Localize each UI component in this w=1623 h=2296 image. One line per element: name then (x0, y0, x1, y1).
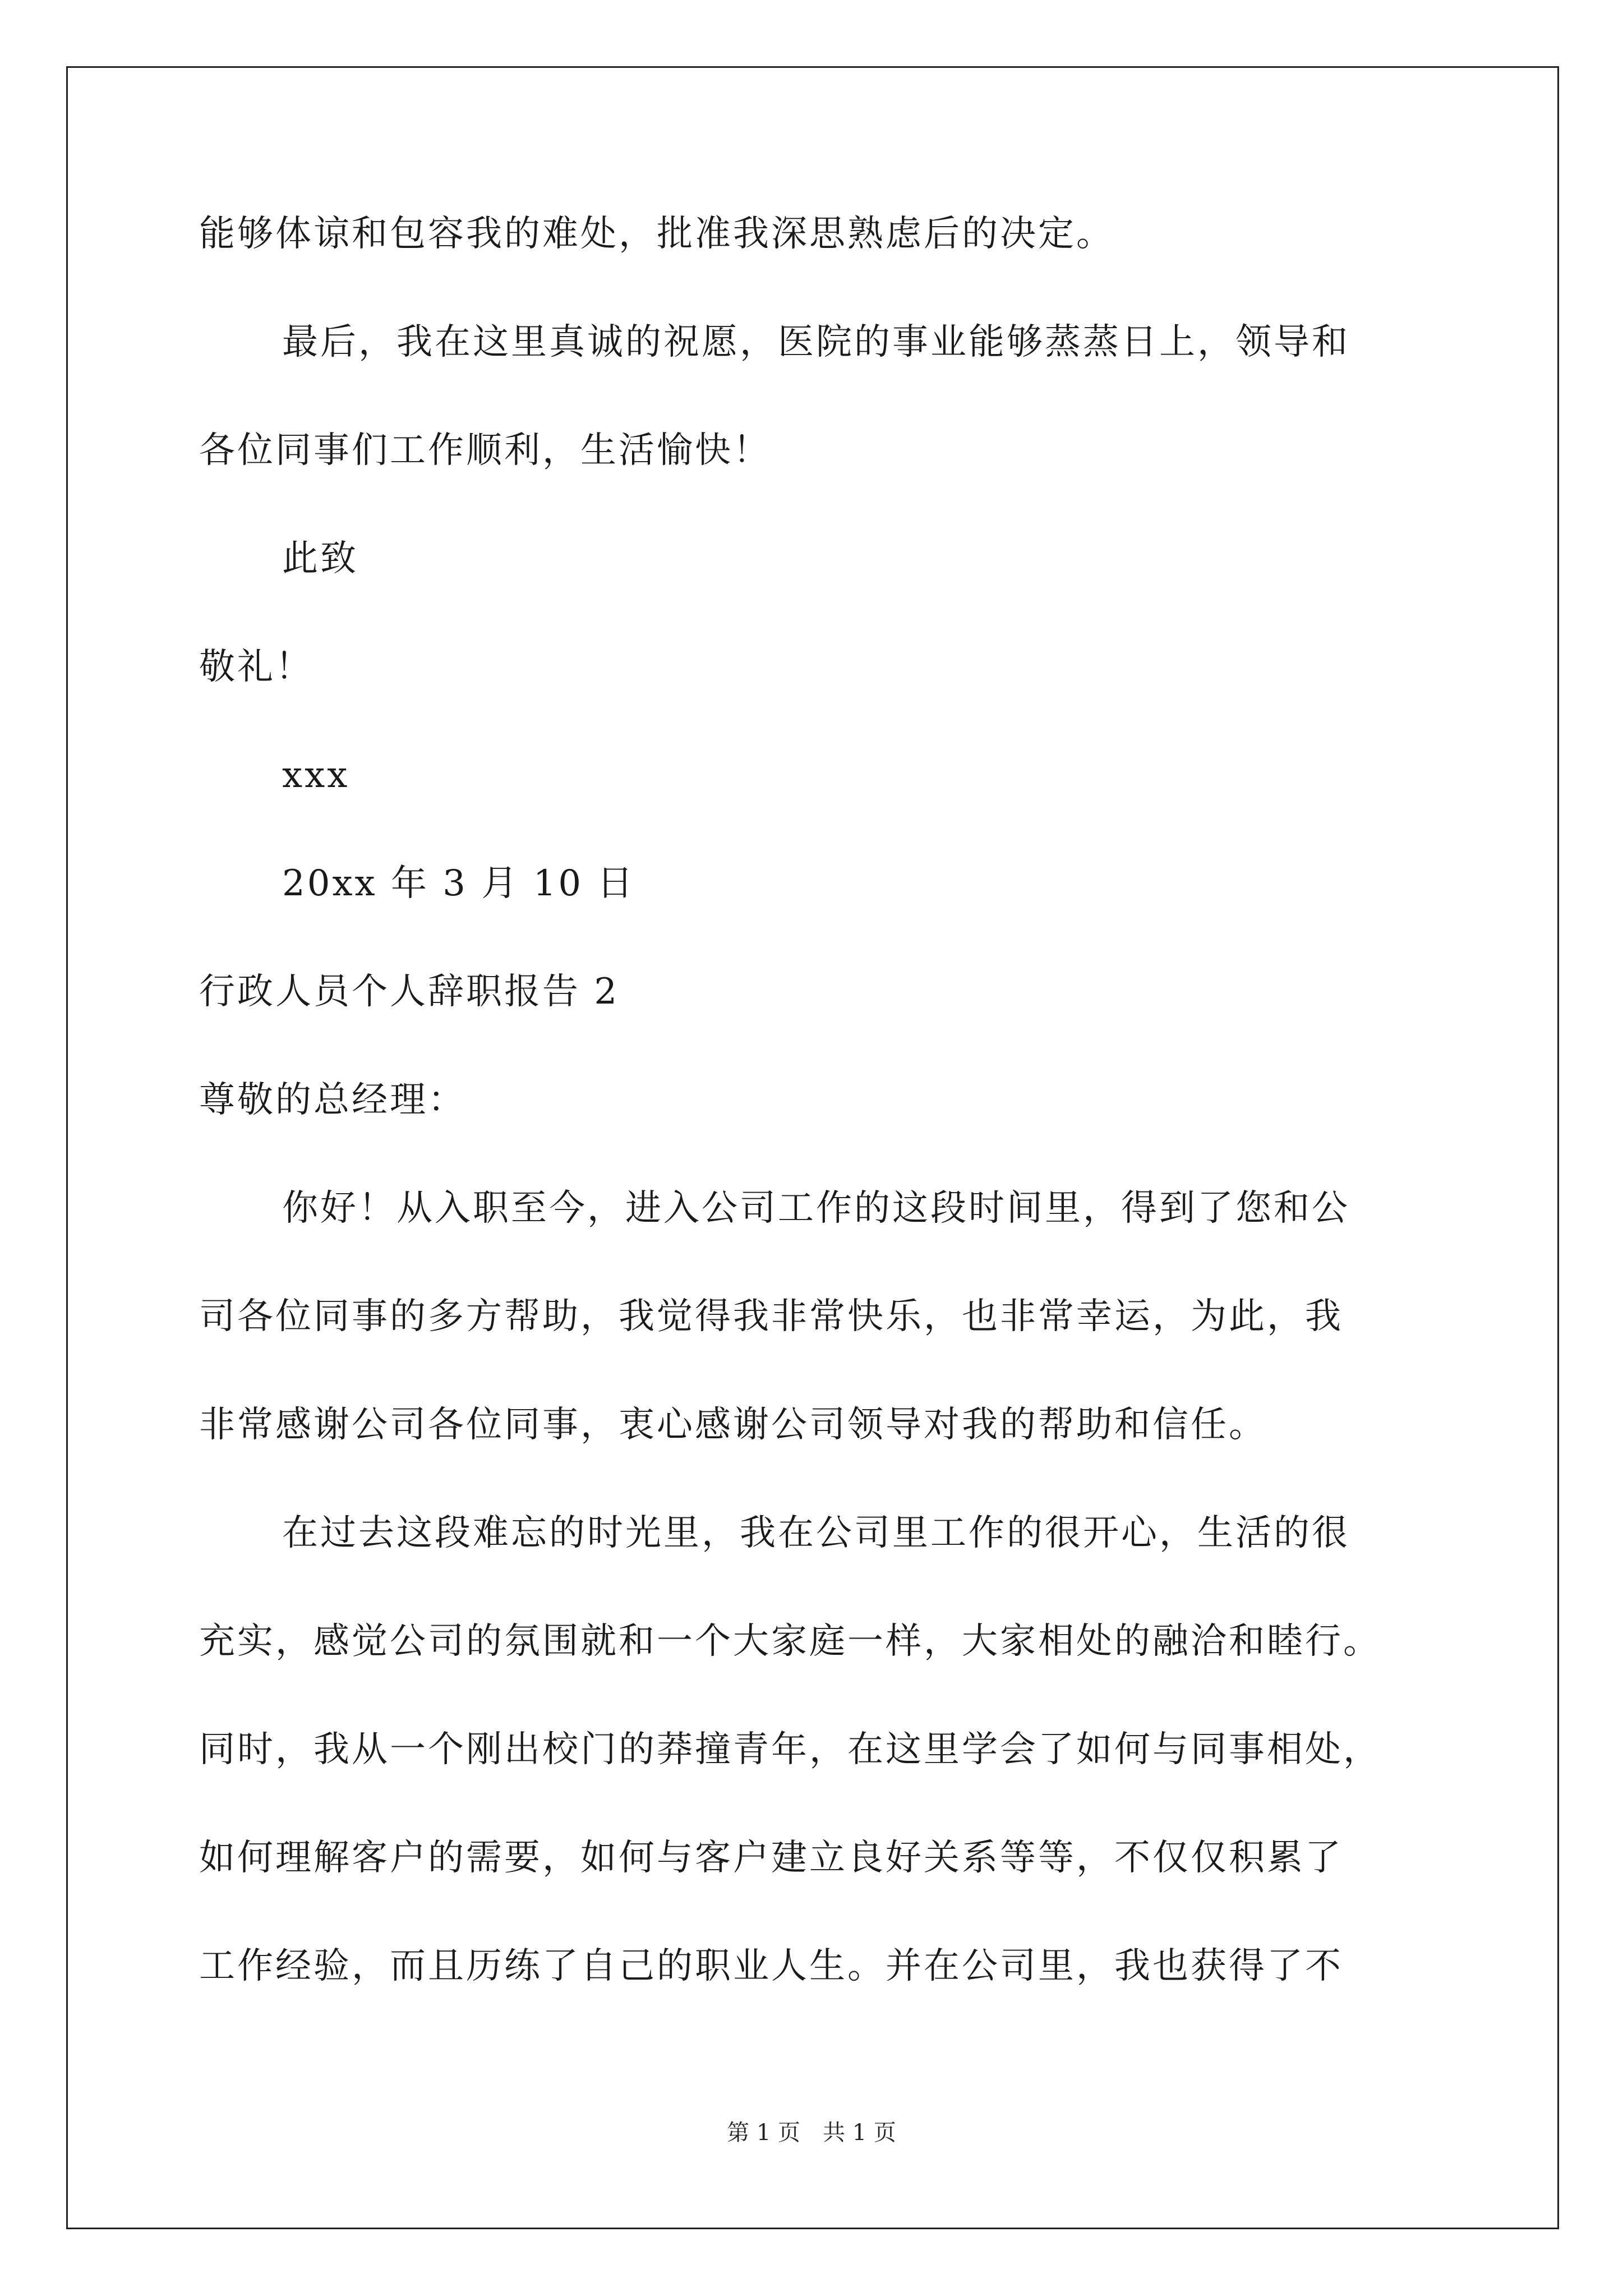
page-footer (0, 2122, 1623, 2144)
text-line: 行政人员个人辞职报告 2 (199, 971, 620, 1013)
text-line: 司各位同事的多方帮助，我觉得我非常快乐，也非常幸运，为此，我 (199, 1296, 1343, 1337)
text-line: 最后，我在这里真诚的祝愿，医院的事业能够蒸蒸日上，领导和 (282, 321, 1350, 363)
text-line: 尊敬的总经理： (199, 1079, 466, 1121)
page-border (66, 66, 1559, 2229)
text-line: 能够体谅和包容我的难处，批准我深思熟虑后的决定。 (199, 213, 1114, 255)
text-line: 各位同事们工作顺利，生活愉快！ (199, 430, 771, 471)
text-line: 充实，感觉公司的氛围就和一个大家庭一样，大家相处的融洽和睦行。 (199, 1621, 1381, 1662)
text-line: xxx (282, 754, 350, 796)
page-number: 第 1 页 (727, 2120, 800, 2146)
text-line: 非常感谢公司各位同事，衷心感谢公司领导对我的帮助和信任。 (199, 1404, 1267, 1446)
text-line: 在过去这段难忘的时光里，我在公司里工作的很开心，生活的很 (282, 1512, 1350, 1554)
text-line: 20xx 年 3 月 10 日 (282, 863, 635, 904)
text-line: 工作经验，而且历练了自己的职业人生。并在公司里，我也获得了不 (199, 1945, 1343, 1987)
page-total: 共 1 页 (823, 2120, 896, 2146)
text-line: 敬礼！ (199, 646, 313, 688)
text-line: 如何理解客户的需要，如何与客户建立良好关系等等，不仅仅积累了 (199, 1837, 1343, 1879)
text-line: 你好！从入职至今，进入公司工作的这段时间里，得到了您和公 (282, 1188, 1350, 1229)
text-line: 此致 (282, 538, 358, 579)
text-line: 同时，我从一个刚出校门的莽撞青年，在这里学会了如何与同事相处， (199, 1729, 1381, 1770)
